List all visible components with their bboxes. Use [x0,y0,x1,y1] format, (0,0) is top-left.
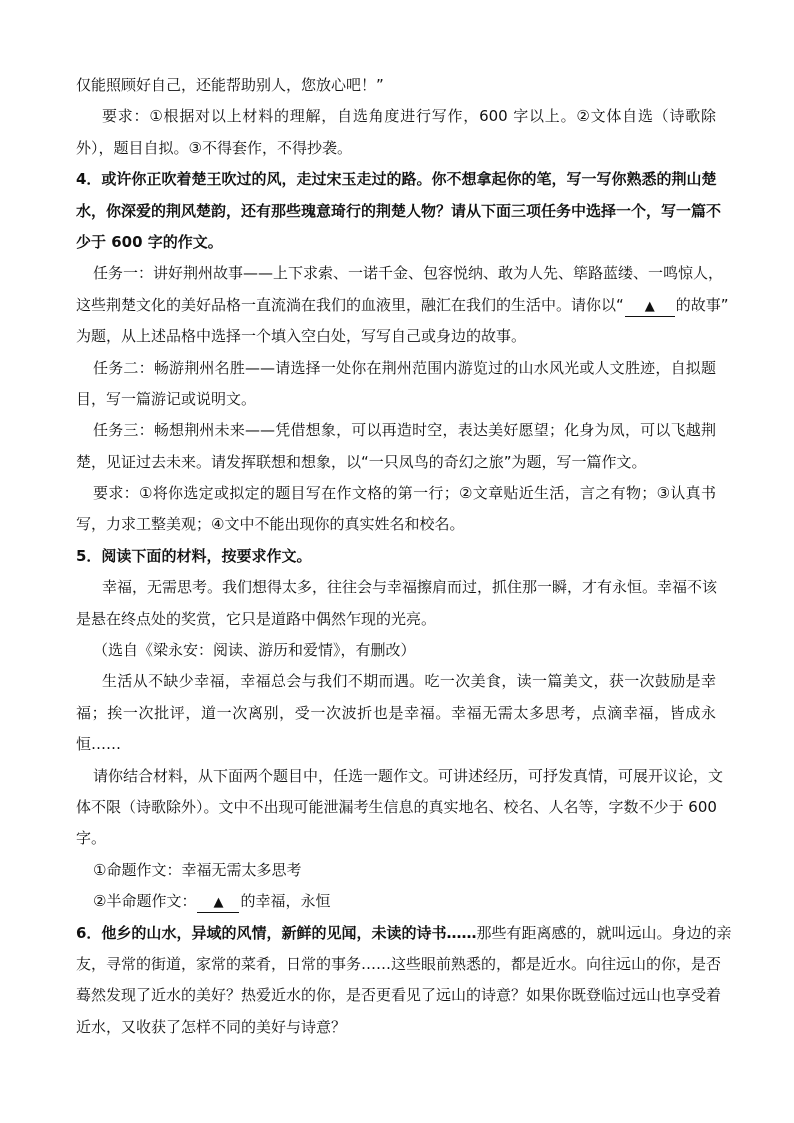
task-1-text [76,290,729,321]
instruction-text: 请你结合材料，从下面两个题目中，任选一题作文。可讲述经历，可抒发真情，可展开议论，文 [93,766,724,785]
instruction-text: 字。 [76,829,107,848]
material-text: 福；挨一次批评，道一次离别，受一次波折也是幸福。幸福无需太多思考，点滴幸福，皆成永 [76,703,716,722]
task-2-text: 任务二：畅游荆州名胜——请选择一处你在荆州范围内游览过的山水风光或人文胜迹，自拟题 [93,358,716,377]
text-line: 仅能照顾好自己，还能帮助别人，您放心吧！” [76,76,384,94]
fill-blank [625,296,675,317]
task-1-text: 任务一：讲好荆州故事——上下求索、一诺千金、包容悦纳、敢为人先、筚路蓝缕、一鸣惊人， [93,264,724,283]
fill-blank [197,892,239,913]
question-4-heading: 4．或许你正吹着楚王吹过的风，走过宋玉走过的路。你不想拿起你的笔，写一写你熟悉的荆山楚 [76,170,717,189]
triangle-icon: ▲ [213,895,224,911]
material-source: （选自《梁永安：阅读、游历和爱情》，有删改） [93,641,416,660]
document-page [76,70,732,1043]
instruction-text: 体不限（诗歌除外）。文中不出现可能泄漏考生信息的真实地名、校名、人名等，字数不少于 600 [76,797,717,816]
question-6-text-part: 那些有距离感的，就叫远山。身边的亲 [476,923,732,942]
material-text: 幸福，无需思考。我们想得太多，往往会与幸福擦肩而过，抓住那一瞬，才有永恒。幸福不该 [102,578,718,597]
task-3-text: 楚，见证过去未来。请发挥联想和想象，以“一只凤鸟的奇幻之旅”为题，写一篇作文。 [76,452,647,471]
question-4-heading: 少于 600 字的作文。 [76,232,223,251]
material-text: 是悬在终点处的奖赏，它只是道路中偶然乍现的光亮。 [76,609,437,628]
requirements-text: 写，力求工整美观；④文中不能出现你的真实姓名和校名。 [76,515,465,534]
question-6-text: 友，寻常的街道，家常的菜肴，日常的事务……这些眼前熟悉的，都是近水。向往远山的你，是否 [76,954,722,973]
task-1-text-part: 这些荆楚文化的美好品格一直流淌在我们的血液里，融汇在我们的生活中。请你以“ [76,295,624,314]
task-3-text: 任务三：畅想荆州未来——凭借想象，可以再造时空，表达美好愿望；化身为凤，可以飞越荆 [93,421,716,440]
topic-option-2-part: 的幸福，永恒 [240,892,331,911]
topic-option-1: ①命题作文：幸福无需太多思考 [93,860,302,879]
task-2-text: 目，写一篇游记或说明文。 [76,389,257,408]
requirements-text: 要求：①将你选定或拟定的题目写在作文格的第一行；②文章贴近生活，言之有物；③认真书 [93,484,716,503]
question-6-heading: 6．他乡的山水，异域的风情，新鲜的见闻，未读的诗书…… [76,923,477,942]
question-6-text [76,918,732,949]
topic-option-2-part: ②半命题作文： [93,892,197,911]
text-line: 要求：①根据对以上材料的理解，自选角度进行写作，600 字以上。②文体自选（诗歌除 [102,107,716,126]
task-1-text: 为题，从上述品格中选择一个填入空白处，写写自己或身边的故事。 [76,327,527,346]
question-6-text: 蓦然发现了近水的美好？热爱近水的你，是否更看见了远山的诗意？如果你既登临过远山也享受着 [76,986,722,1005]
material-text: 生活从不缺少幸福，幸福总会与我们不期而遇。吃一次美食，读一篇美文，获一次鼓励是幸 [102,672,716,691]
text-line: 外），题目自拟。③不得套作，不得抄袭。 [76,138,352,157]
triangle-icon: ▲ [644,298,655,314]
task-1-text-part: 的故事” [675,295,729,314]
question-5-heading: 5．阅读下面的材料，按要求作文。 [76,546,312,565]
question-6-text: 近水，又收获了怎样不同的美好与诗意？ [76,1017,347,1036]
topic-option-2 [76,886,716,917]
question-4-heading: 水，你深爱的荆风楚韵，还有那些瑰意琦行的荆楚人物？请从下面三项任务中选择一个，写一篇不 [76,201,722,220]
material-text: 恒…… [76,735,122,754]
